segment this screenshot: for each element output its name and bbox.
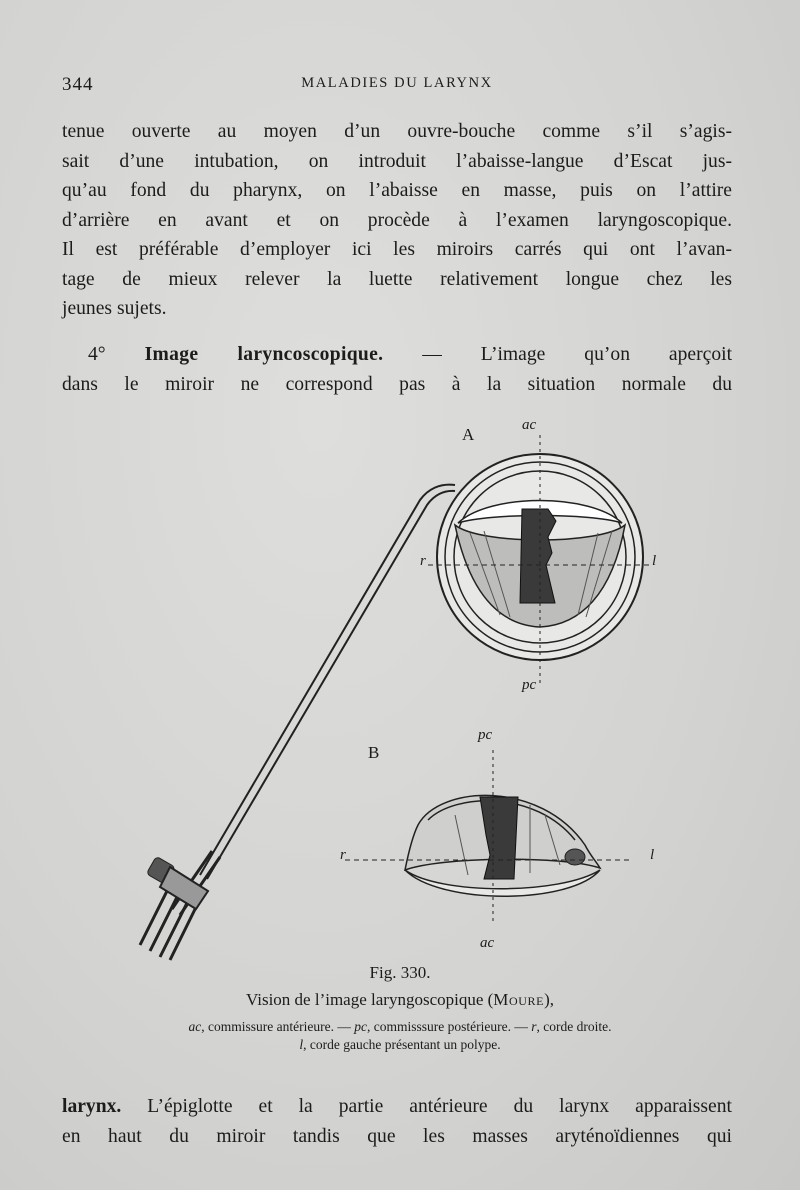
laryngeal-mirror-handle [140, 485, 455, 960]
text-line: en haut du miroir tandis que les masses aryténoïdiennes qui [62, 1125, 732, 1147]
label-b-ac: ac [480, 935, 495, 951]
text-line: dans le miroir ne correspond pas à la situation normale du [62, 373, 732, 395]
label-b-r: r [340, 847, 346, 863]
legend-text-ac: , commissure antérieure. — [201, 1019, 355, 1034]
caption-author: Moure [493, 990, 545, 1009]
label-a-r: r [420, 553, 426, 569]
section-text: — L’image qu’on aperçoit [422, 344, 733, 365]
figure-legend [60, 1018, 740, 1054]
text-line: d’arrière en avant et on procède à l’examen laryngoscopique. [62, 209, 732, 231]
label-b-pc: pc [478, 727, 493, 743]
text-line: qu’au fond du pharynx, on l’abaisse en masse, puis on l’attire [62, 180, 732, 201]
label-a-ac: ac [522, 417, 537, 433]
legend-abbr-ac: ac [188, 1019, 202, 1034]
section-number: 4° [88, 344, 106, 365]
laryngoscopic-illustration [0, 405, 800, 965]
text-line: tenue ouverte au moyen d’un ouvre-bouche comme s’il s’agis- [62, 121, 732, 142]
lead-word: larynx. [62, 1096, 122, 1117]
paragraph-larynx [62, 1092, 732, 1151]
paragraph-intubation [62, 117, 732, 324]
figure-330 [0, 405, 800, 965]
mirror-image-a [428, 435, 650, 685]
legend-abbr-pc: pc [354, 1019, 367, 1034]
caption-text-end: ), [544, 990, 555, 1009]
label-b-l: l [650, 847, 655, 863]
panel-a-letter: A [462, 425, 475, 444]
text-line: jeunes sujets. [62, 298, 167, 319]
label-a-pc: pc [522, 677, 537, 693]
section-heading-line [62, 340, 732, 370]
text-line: sait d’une intubation, on introduit l’abaisse-langue d’Escat jus- [62, 150, 732, 172]
section-image-laryngoscopique [62, 340, 732, 399]
text-line: Il est préférable d’employer ici les miroirs carrés qui ont l’avan- [62, 239, 732, 260]
laryngeal-image-b [345, 750, 630, 925]
figure-caption [0, 990, 800, 1010]
page-number: 344 [62, 74, 94, 95]
legend-abbr-r: r [531, 1019, 537, 1034]
panel-b-letter: B [368, 743, 380, 762]
text-line: tage de mieux relever la luette relativement longue chez les [62, 268, 732, 290]
section-title: Image laryncoscopique. [144, 344, 384, 365]
text-span: L’épiglotte et la partie antérieure du larynx apparaissent [121, 1096, 732, 1117]
text-line [62, 1092, 732, 1122]
legend-abbr-l: l [299, 1037, 304, 1052]
caption-text: Vision de l’image laryngoscopique ( [245, 990, 494, 1009]
legend-text-l: , corde gauche présentant un polype. [303, 1037, 501, 1052]
legend-text-r: , corde droite. [536, 1019, 612, 1034]
figure-number: Fig. 330. [369, 963, 431, 982]
running-title: MALADIES DU LARYNX [301, 75, 493, 91]
label-a-l: l [652, 553, 657, 569]
legend-text-pc: , commisssure postérieure. — [367, 1019, 532, 1034]
page-header [62, 74, 732, 98]
